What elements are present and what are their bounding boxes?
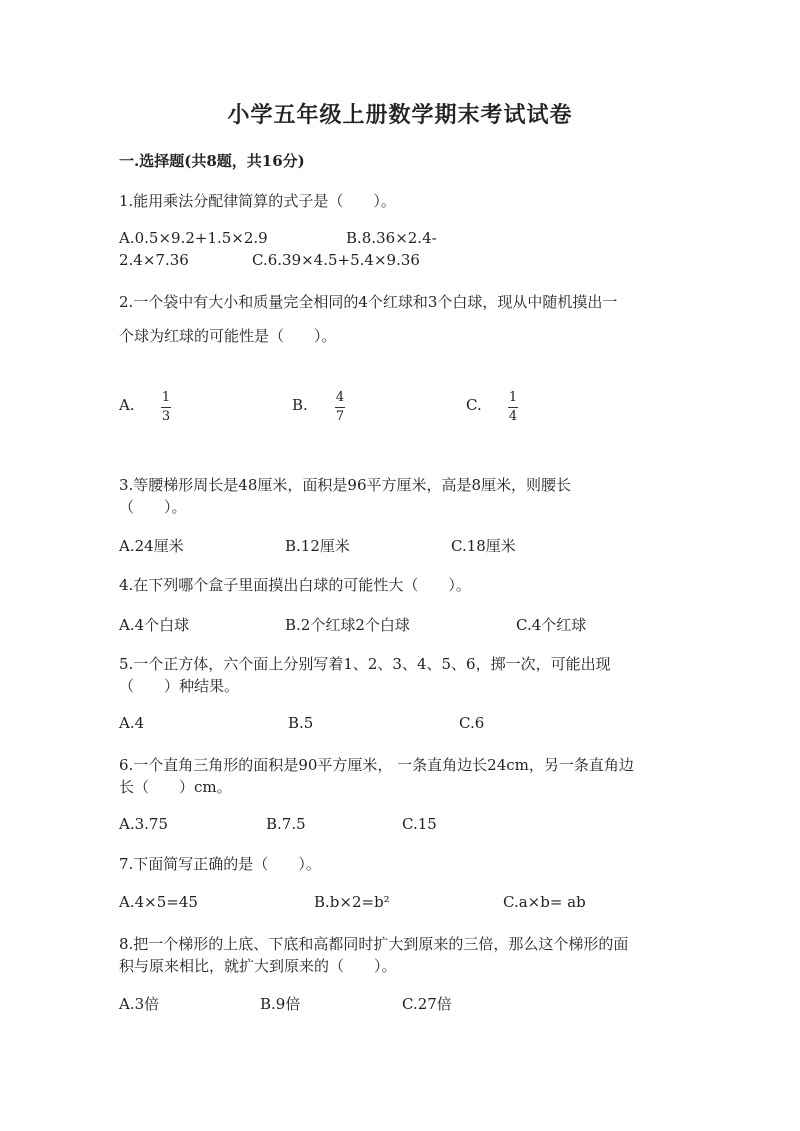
- question-8-line-2: 积与原来相比，就扩大到原来的（ ）。: [119, 957, 397, 975]
- question-6-line-1: 6.一个直角三角形的面积是90平方厘米， 一条直角边长24cm，另一条直角边: [119, 756, 634, 774]
- q4-option-a: A.4个白球: [119, 616, 190, 634]
- q3-option-c: C.18厘米: [451, 537, 516, 555]
- question-8-line-1: 8.把一个梯形的上底、下底和高都同时扩大到原来的三倍，那么这个梯形的面: [119, 935, 629, 953]
- q1-option-b: B.8.36×2.4-: [346, 229, 437, 247]
- q7-option-c: C.a×b= ab: [503, 893, 586, 911]
- question-2-line-2: 个球为红球的可能性是（ ）。: [119, 327, 337, 345]
- q1-option-b-continued: 2.4×7.36: [119, 251, 189, 269]
- q2-option-c-fraction: [508, 391, 518, 424]
- question-3-line-2: （ ）。: [119, 498, 187, 516]
- q1-option-a: A.0.5×9.2+1.5×2.9: [119, 229, 268, 247]
- q7-option-b: B.b×2=b²: [314, 893, 390, 911]
- fraction-bar: [508, 407, 518, 408]
- fraction-denominator: 7: [335, 409, 345, 424]
- q5-option-a: A.4: [119, 714, 145, 732]
- q7-option-a: A.4×5=45: [119, 893, 198, 911]
- section-heading: 一.选择题(共8题，共16分): [119, 152, 305, 170]
- q6-option-b: B.7.5: [266, 815, 306, 833]
- fraction-numerator: 1: [161, 390, 171, 405]
- question-7: 7.下面简写正确的是（ ）。: [119, 855, 321, 873]
- q5-option-c: C.6: [459, 714, 485, 732]
- q6-option-a: A.3.75: [119, 815, 168, 833]
- q2-option-b-letter: B.: [292, 396, 308, 414]
- question-1: 1.能用乘法分配律简算的式子是（ ）。: [119, 192, 396, 210]
- q3-option-b: B.12厘米: [285, 537, 350, 555]
- q1-option-c: C.6.39×4.5+5.4×9.36: [252, 251, 420, 269]
- q4-option-c: C.4个红球: [516, 616, 587, 634]
- q8-option-c: C.27倍: [402, 995, 452, 1013]
- question-3-line-1: 3.等腰梯形周长是48厘米，面积是96平方厘米，高是8厘米，则腰长: [119, 476, 572, 494]
- page-title: 小学五年级上册数学期末考试试卷: [227, 102, 573, 128]
- question-5-line-1: 5.一个正方体，六个面上分别写着1、2、3、4、5、6，掷一次，可能出现: [119, 655, 611, 673]
- question-6-line-2: 长（ ）cm。: [119, 778, 232, 796]
- q3-option-a: A.24厘米: [119, 537, 184, 555]
- fraction-numerator: 1: [508, 390, 518, 405]
- q8-option-b: B.9倍: [260, 995, 301, 1013]
- question-2-line-1: 2.一个袋中有大小和质量完全相同的4个红球和3个白球，现从中随机摸出一: [119, 293, 618, 311]
- q2-option-b-fraction: [335, 391, 345, 424]
- fraction-numerator: 4: [335, 390, 345, 405]
- q5-option-b: B.5: [288, 714, 314, 732]
- fraction-denominator: 3: [161, 409, 171, 424]
- fraction-denominator: 4: [508, 409, 518, 424]
- fraction-bar: [335, 407, 345, 408]
- q8-option-a: A.3倍: [119, 995, 160, 1013]
- question-4: 4.在下列哪个盒子里面摸出白球的可能性大（ ）。: [119, 576, 471, 594]
- q6-option-c: C.15: [402, 815, 437, 833]
- fraction-bar: [161, 407, 171, 408]
- q2-option-a-letter: A.: [119, 396, 135, 414]
- q4-option-b: B.2个红球2个白球: [285, 616, 410, 634]
- q2-option-a-fraction: [161, 391, 171, 424]
- question-5-line-2: （ ）种结果。: [119, 677, 240, 695]
- q2-option-c-letter: C.: [466, 396, 482, 414]
